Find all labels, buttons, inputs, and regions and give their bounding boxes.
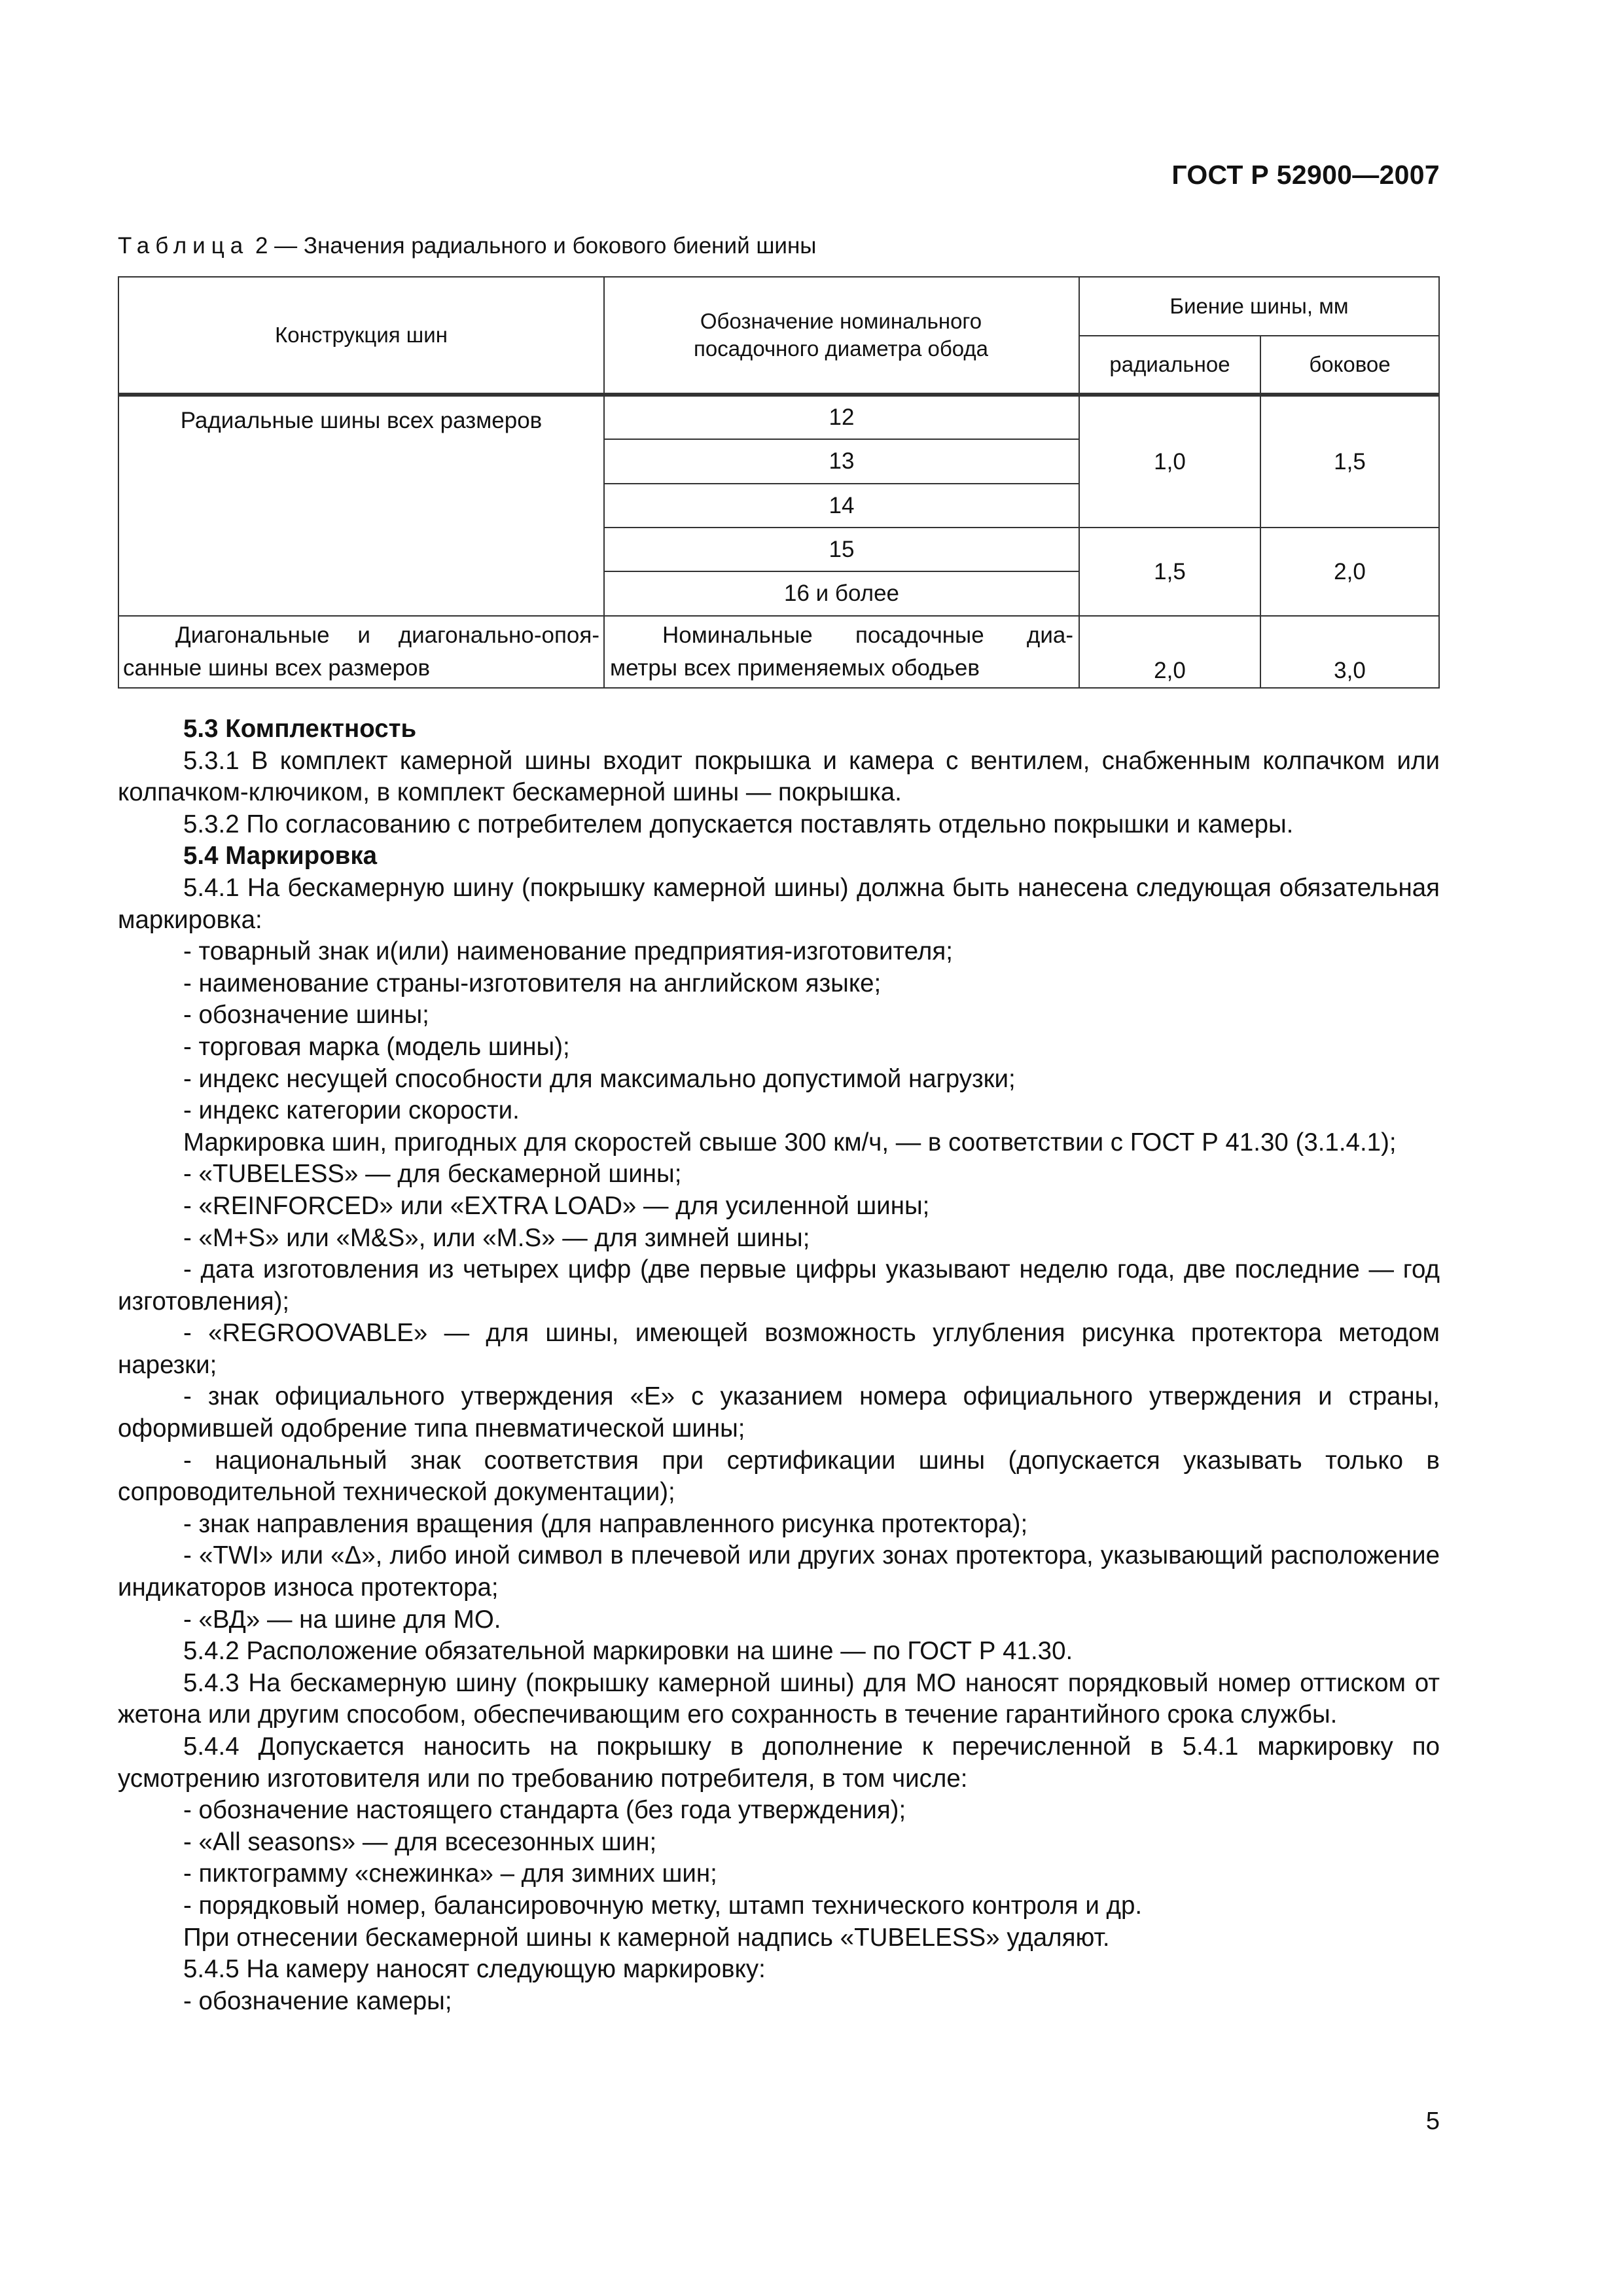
paragraph: 5.4.3 На бескамерную шину (покрышку камерной шины) для МО наносят порядковый номер оттиском от жетона или другим способом, обеспечивающим его сохранность в течение гарантийного срока службы. [118, 1668, 1440, 1729]
list-item: - обозначение камеры; [183, 1986, 452, 2015]
body-text [118, 713, 1440, 2017]
list-item: - «REINFORCED» или «EXTRA LOAD» — для усиленной шины; [183, 1191, 930, 1220]
row1-construction: Радиальные шины всех размеров [180, 408, 543, 433]
paragraph: 5.3.2 По согласованию с потребителем допускается поставлять отдельно покрышки и камеры. [183, 810, 1294, 838]
header-radial: радиальное [1109, 352, 1230, 376]
diameter-cell: 14 [829, 492, 855, 518]
list-item: - наименование страны-изготовителя на английском языке; [183, 969, 882, 997]
table-caption-label: Таблица [118, 233, 249, 259]
paragraph: 5.4.2 Расположение обязательной маркировки на шине — по ГОСТ Р 41.30. [183, 1637, 1073, 1666]
list-item: - знак направления вращения (для направленного рисунка протектора); [183, 1509, 1028, 1538]
row2-designation-line1: Номинальные посадочные диа- [662, 622, 1073, 648]
header-lateral: боковое [1309, 352, 1391, 376]
table-caption-text: 2 — Значения радиального и бокового биений шины [255, 233, 817, 259]
list-item: - обозначение настоящего стандарта (без года утверждения); [183, 1796, 906, 1825]
runout-table [118, 276, 1440, 689]
list-item: - обозначение шины; [183, 1001, 429, 1030]
paragraph: 5.4.4 Допускается наносить на покрышку в дополнение к перечисленной в 5.4.1 маркировку по усмотрению изготовителя или по требованию потребителя, в том числе: [118, 1732, 1440, 1793]
list-item: - индекс несущей способности для максимально допустимой нагрузки; [183, 1064, 1016, 1093]
section-heading: 5.3 Комплектность [183, 715, 417, 743]
row2-construction-line2: санные шины всех размеров [123, 655, 431, 681]
paragraph: Маркировка шин, пригодных для скоростей свыше 300 км/ч, — в соответствии с ГОСТ Р 41.30 (3.1.4.1); [183, 1128, 1397, 1157]
list-item: - пиктограмму «снежинка» – для зимних шин; [183, 1859, 717, 1888]
list-item: - дата изготовления из четырех цифр (две первые цифры указывают неделю года, две последние — год изготовления); [118, 1255, 1440, 1316]
diameter-cell: 13 [829, 448, 855, 474]
row2-lateral: 3,0 [1334, 658, 1366, 683]
paragraph: 5.4.5 На камеру наносят следующую маркировку: [183, 1955, 766, 1984]
diameter-cell: 16 и более [783, 581, 900, 606]
list-item: - национальный знак соответствия при сертификации шины (допускается указывать только в сопроводительной технической документации); [118, 1446, 1440, 1507]
header-runout: Биение шины, мм [1169, 294, 1349, 318]
group1-lateral: 1,5 [1334, 448, 1366, 475]
paragraph: При отнесении бескамерной шины к камерной надпись «TUBELESS» удаляют. [183, 1923, 1110, 1952]
group1-radial: 1,0 [1154, 448, 1186, 475]
header-construction: Конструкция шин [275, 323, 448, 347]
list-item: - знак официального утверждения «Е» с указанием номера официального утверждения и страны, оформившей одобрение типа пневматической шины; [118, 1382, 1440, 1443]
list-item: - порядковый номер, балансировочную метку, штамп технического контроля и др. [183, 1891, 1143, 1920]
list-item: - «TWI» или «Δ», либо иной символ в плечевой или других зонах протектора, указывающий расположение индикаторов износа протектора; [118, 1541, 1440, 1602]
list-item: - товарный знак и(или) наименование предприятия-изготовителя; [183, 937, 953, 966]
paragraph: 5.3.1 В комплект камерной шины входит покрышка и камера с вентилем, снабженным колпачком или колпачком-ключиком, в комплект бескамерной шины — покрышка. [118, 746, 1440, 807]
group2-lateral: 2,0 [1334, 558, 1366, 584]
group2-radial: 1,5 [1154, 558, 1186, 584]
row2-construction-line1: Диагональные и диагонально-опоя- [175, 622, 599, 648]
list-item: - торговая марка (модель шины); [183, 1032, 570, 1061]
list-item: - «M+S» или «M&S», или «M.S» — для зимней шины; [183, 1223, 810, 1252]
page-number: 5 [1425, 2108, 1440, 2135]
list-item: - «ВД» — на шине для МО. [183, 1605, 501, 1634]
paragraph: 5.4.1 На бескамерную шину (покрышку камерной шины) должна быть нанесена следующая обязательная маркировка: [118, 873, 1440, 934]
section-heading: 5.4 Маркировка [183, 842, 378, 870]
list-item: - «REGROOVABLE» — для шины, имеющей возможность углубления рисунка протектора методом нарезки; [118, 1319, 1440, 1379]
header-designation: Обозначение номинального посадочного диаметра обода [693, 309, 989, 361]
list-item: - индекс категории скорости. [183, 1096, 520, 1125]
row2-radial: 2,0 [1154, 658, 1186, 683]
diameter-cell: 15 [829, 536, 855, 562]
diameter-cell: 12 [829, 404, 855, 430]
table-caption [118, 233, 816, 259]
list-item: - «All seasons» — для всесезонных шин; [183, 1827, 657, 1856]
row2-designation-line2: метры всех применяемых ободьев [610, 655, 980, 681]
standard-designation: ГОСТ Р 52900—2007 [1171, 160, 1440, 190]
list-item: - «TUBELESS» — для бескамерной шины; [183, 1160, 682, 1189]
